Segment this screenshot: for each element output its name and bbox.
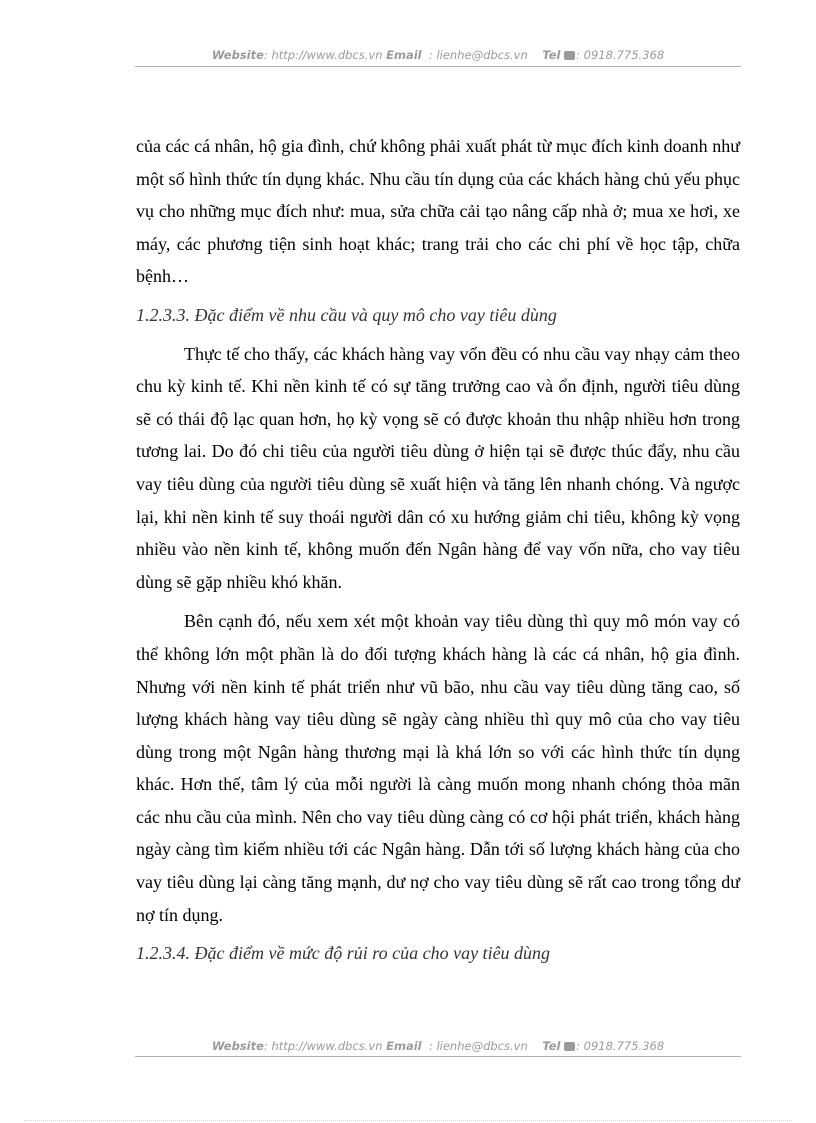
header-tel-value: : 0918.775.368 (576, 48, 665, 62)
page-bottom-dotted-line (24, 1120, 792, 1121)
header-tel-label: Tel (542, 48, 561, 62)
footer-email-label: Email (386, 1039, 422, 1053)
header-email-value: : lienhe@dbcs.vn (428, 48, 528, 62)
footer-rule (135, 1056, 741, 1057)
footer-tel-value: : 0918.775.368 (576, 1039, 665, 1053)
paragraph-1: của các cá nhân, hộ gia đình, chứ không phải xuất phát từ mục đích kinh doanh như một số hình thức tín dụng khác. Nhu cầu tín dụng của các khách hàng chủ yếu phục vụ cho những mục đích như: mua, sửa chữa cải tạo nâng cấp nhà ở; mua xe hơi, xe máy, các phương tiện sinh hoạt khác; trang trải cho các chi phí về học tập, chữa bệnh… (136, 136, 740, 287)
phone-icon (564, 1042, 575, 1051)
phone-icon (564, 51, 575, 60)
footer-email-value: : lienhe@dbcs.vn (428, 1039, 528, 1053)
paragraph-3: Bên cạnh đó, nếu xem xét một khoản vay tiêu dùng thì quy mô món vay có thể không lớn một phần là do đối tượng khách hàng là các cá nhân, hộ gia đình. Nhưng với nền kinh tế phát triển như vũ bão, nhu cầu vay tiêu dùng tăng cao, số lượng khách hàng vay tiêu dùng sẽ ngày càng nhiều thì quy mô của cho vay tiêu dùng trong một Ngân hàng thương mại là khá lớn so với các hình thức tín dụng khác. Hơn thế, tâm lý của mỗi người là càng muốn mong nhanh chóng thỏa mãn các nhu cầu của mình. Nên cho vay tiêu dùng càng có cơ hội phát triển, khách hàng ngày càng tìm kiếm nhiều tới các Ngân hàng. Dẫn tới số lượng khách hàng của cho vay tiêu dùng lại càng tăng mạnh, dư nợ cho vay tiêu dùng sẽ rất cao trong tổng dư nợ tín dụng. (136, 611, 740, 925)
page-body (136, 130, 740, 976)
footer-website-label: Website (211, 1039, 264, 1053)
section-heading-1-2-3-3: 1.2.3.3. Đặc điểm về nhu cầu và quy mô cho vay tiêu dùng (136, 304, 557, 325)
page-footer (135, 1039, 741, 1053)
header-website-label: Website (211, 48, 264, 62)
page-header (135, 48, 741, 62)
header-email-label: Email (386, 48, 422, 62)
paragraph-2: Thực tế cho thấy, các khách hàng vay vốn đều có nhu cầu vay nhạy cảm theo chu kỳ kinh tế. Khi nền kinh tế có sự tăng trưởng cao và ổn định, người tiêu dùng sẽ có thái độ lạc quan hơn, họ kỳ vọng sẽ có được khoản thu nhập nhiều hơn trong tương lai. Do đó chi tiêu của người tiêu dùng ở hiện tại sẽ được thúc đẩy, nhu cầu vay tiêu dùng của người tiêu dùng sẽ xuất hiện và tăng lên nhanh chóng. Và ngược lại, khi nền kinh tế suy thoái người dân có xu hướng giảm chi tiêu, không kỳ vọng nhiều vào nền kinh tế, không muốn đến Ngân hàng để vay vốn nữa, cho vay tiêu dùng sẽ gặp nhiều khó khăn. (136, 343, 740, 592)
header-rule (135, 66, 741, 67)
header-website-value: : http://www.dbcs.vn (263, 48, 383, 62)
footer-website-value: : http://www.dbcs.vn (263, 1039, 383, 1053)
footer-tel-label: Tel (542, 1039, 561, 1053)
section-heading-1-2-3-4: 1.2.3.4. Đặc điểm về mức độ rủi ro của cho vay tiêu dùng (136, 943, 551, 964)
